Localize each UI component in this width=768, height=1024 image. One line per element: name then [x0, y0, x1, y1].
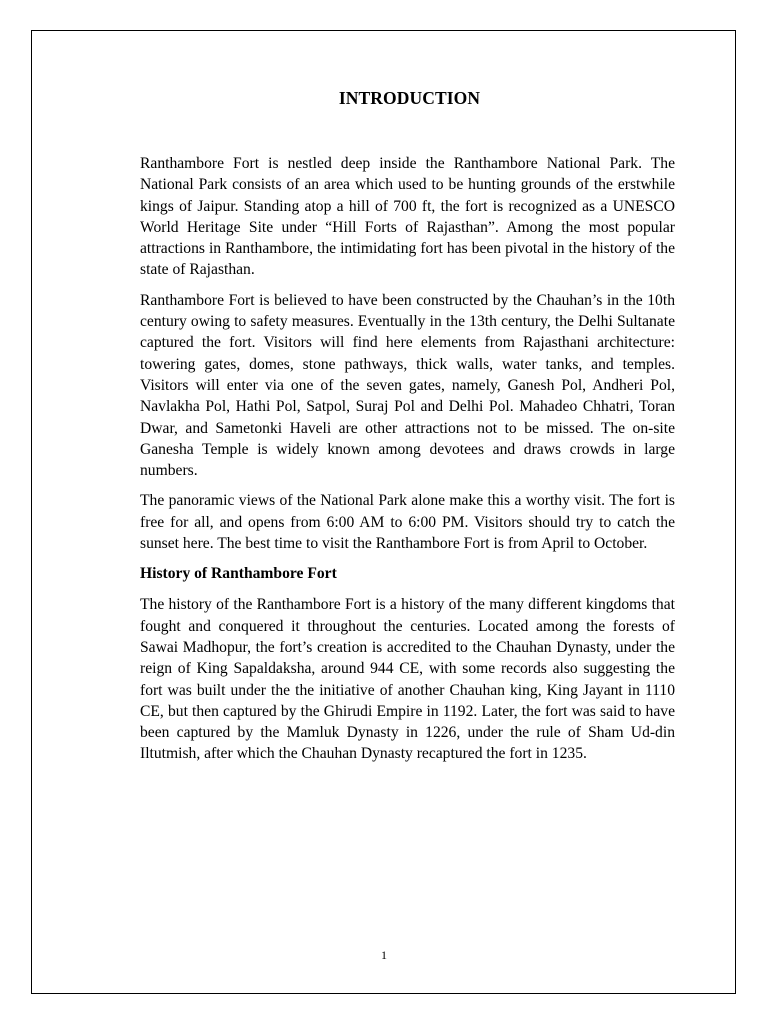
page-number: 1: [381, 948, 387, 962]
history-paragraph: The history of the Ranthambore Fort is a history of the many different kingdoms that fought and conquered it throughout the centuries. Located among the forests of Sawai Madhopur, the fort’s creation is accredited to the Chauhan Dynasty, under the reign of King Sapaldaksha, around 944 CE, with some records also suggesting the fort was built under the the initiative of another Chauhan king, King Jayant in 1110 CE, but then captured by the Ghirudi Empire in 1192. Later, the fort was said to have been captured by the Mamluk Dynasty in 1226, under the rule of Sham Ud-din Iltutmish, after which the Chauhan Dynasty recaptured the fort in 1235.: [140, 596, 675, 763]
intro-paragraph-3: The panoramic views of the National Park alone make this a worthy visit. The fort is free for all, and opens from 6:00 AM to 6:00 PM. Visitors should try to catch the sunset here. The best time to visit the Ranthambore Fort is from April to October.: [140, 492, 675, 553]
history-heading: History of Ranthambore Fort: [140, 565, 337, 583]
intro-paragraph-1: Ranthambore Fort is nestled deep inside the Ranthambore National Park. The National Park consists of an area which used to be hunting grounds of the erstwhile kings of Jaipur. Standing atop a hill of 700 ft, the fort is recognized as a UNESCO World Heritage Site under “Hill Forts of Rajasthan”. Among the most popular attractions in Ranthambore, the intimidating fort has been pivotal in the history of the state of Rajasthan.: [140, 155, 675, 279]
page-title: INTRODUCTION: [338, 88, 481, 108]
document-body: [140, 153, 675, 774]
intro-paragraph-2: Ranthambore Fort is believed to have been constructed by the Chauhan’s in the 10th century owing to safety measures. Eventually in the 13th century, the Delhi Sultanate captured the fort. Visitors will find here elements from Rajasthani architecture: towering gates, domes, stone pathways, thick walls, water tanks, and temples. Visitors will enter via one of the seven gates, namely, Ganesh Pol, Andheri Pol, Navlakha Pol, Hathi Pol, Satpol, Suraj Pol and Delhi Pol. Mahadeo Chhatri, Toran Dwar, and Sametonki Haveli are other attractions not to be missed. The on-site Ganesha Temple is widely known among devotees and draws crowds in large numbers.: [140, 291, 675, 480]
